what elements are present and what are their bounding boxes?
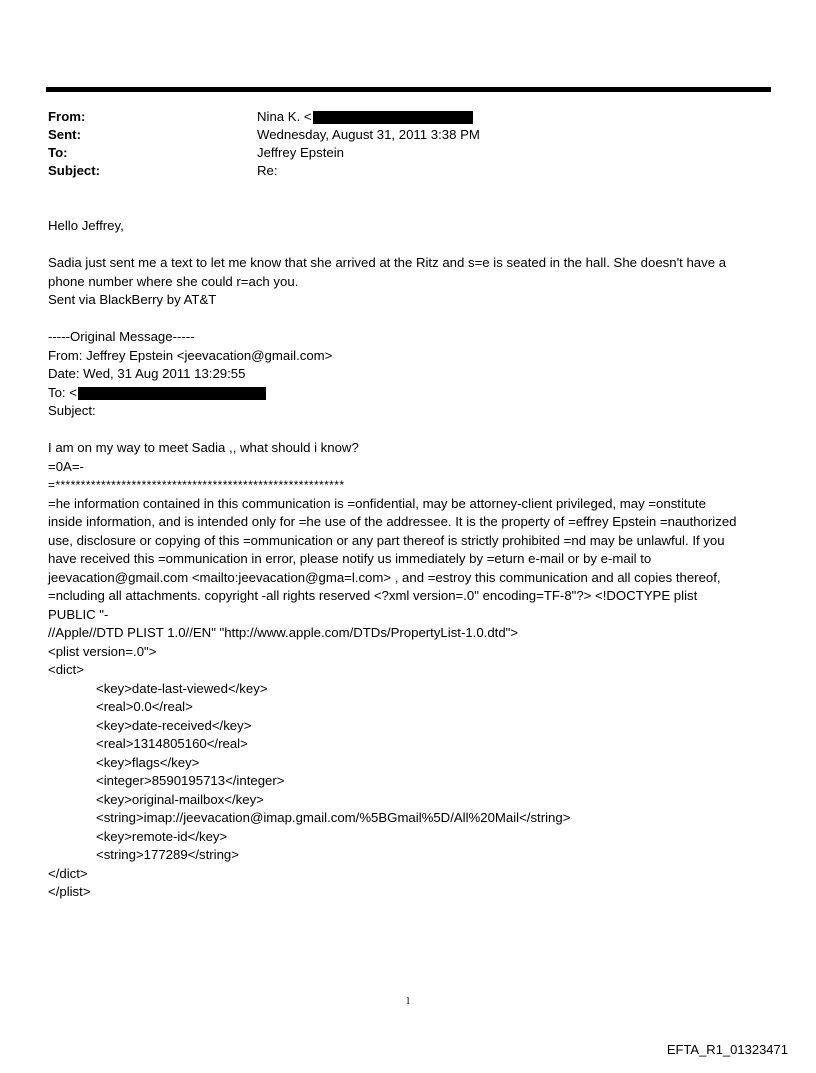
plist-entry: <key>date-received</key>: [96, 717, 252, 733]
plist-entry: <key>original-mailbox</key>: [96, 791, 264, 807]
original-to-text: To: <: [48, 384, 77, 400]
top-rule: [46, 87, 771, 92]
subject-label: Subject:: [48, 163, 101, 178]
subject-value: Re:: [257, 163, 278, 178]
from-row: [48, 108, 748, 126]
greeting: Hello Jeffrey,: [48, 218, 124, 233]
plist-entry: <real>1314805160</real>: [96, 736, 248, 751]
plist-entry: <key>flags</key>: [96, 754, 200, 770]
email-body: [48, 217, 748, 902]
original-body: I am on my way to meet Sadia ,, what should i know?: [48, 440, 359, 455]
plist-entry: <string>imap://jeevacation@imap.gmail.com/%5BGmail%5D/All%20Mail</string>: [96, 810, 571, 825]
sent-row: [48, 126, 748, 144]
message-line: phone number where she could r=ach you.: [48, 273, 299, 289]
from-label: From:: [48, 109, 86, 124]
disclaimer-line: =ncluding all attachments. copyright -all rights reserved <?xml version=.0" encoding=TF-8"?> <!DOCTYPE plist PUBLIC "-: [48, 588, 698, 622]
plist-open: <plist version=.0">: [48, 643, 157, 659]
document-id: EFTA_R1_01323471: [666, 1042, 788, 1057]
disclaimer-line: use, disclosure or copying of this =ommunication or any part thereof is strictly prohibited =nd may be unlawful. If you: [48, 532, 725, 548]
original-to: [48, 384, 748, 403]
plist-entry: <key>date-last-viewed</key>: [96, 680, 268, 696]
encoded-line: =*********************************************************: [48, 478, 345, 492]
encoded-line: =0A=-: [48, 458, 84, 474]
disclaimer-line: //Apple//DTD PLIST 1.0//EN" "http://www.apple.com/DTDs/PropertyList-1.0.dtd">: [48, 625, 519, 640]
from-value: [257, 108, 473, 126]
disclaimer-line: =he information contained in this communication is =onfidential, may be attorney-client privileged, may =onstitute: [48, 495, 706, 511]
sent-label: Sent:: [48, 127, 81, 142]
signature: Sent via BlackBerry by AT&T: [48, 292, 217, 307]
original-from: From: Jeffrey Epstein <jeevacation@gmail.com>: [48, 347, 333, 363]
original-date: Date: Wed, 31 Aug 2011 13:29:55: [48, 366, 246, 381]
disclaimer-line: have received this =ommunication in error, please notify us immediately by =eturn e-mail or by e-mail to: [48, 551, 652, 566]
original-separator: -----Original Message-----: [48, 329, 195, 344]
to-value: Jeffrey Epstein: [257, 145, 344, 160]
subject-row: [48, 162, 748, 180]
plist-entry: <key>remote-id</key>: [96, 828, 228, 844]
plist-entry: <string>177289</string>: [96, 847, 239, 862]
to-row: [48, 144, 748, 162]
plist-close: </plist>: [48, 884, 91, 899]
to-label: To:: [48, 145, 68, 160]
redaction-block: [313, 111, 473, 124]
message-line: Sadia just sent me a text to let me know that she arrived at the Ritz and s=e is seated in the hall. She doesn't have a: [48, 255, 727, 270]
plist-entry: <integer>8590195713</integer>: [96, 773, 285, 788]
from-name: Nina K. <: [257, 109, 312, 124]
original-subject: Subject:: [48, 403, 96, 418]
email-header: [48, 108, 748, 188]
disclaimer-line: jeevacation@gmail.com <mailto:jeevacation@gma=l.com> , and =estroy this communication and all copies thereof,: [48, 569, 721, 585]
disclaimer-line: inside information, and is intended only for =he use of the addressee. It is the property of =effrey Epstein =nauthorized: [48, 514, 737, 529]
plist-entry: <real>0.0</real>: [96, 699, 193, 714]
dict-close: </dict>: [48, 865, 88, 881]
sent-value: Wednesday, August 31, 2011 3:38 PM: [257, 127, 480, 142]
redaction-block: [78, 387, 266, 400]
page-number: 1: [405, 996, 411, 1007]
dict-open: <dict>: [48, 662, 84, 677]
